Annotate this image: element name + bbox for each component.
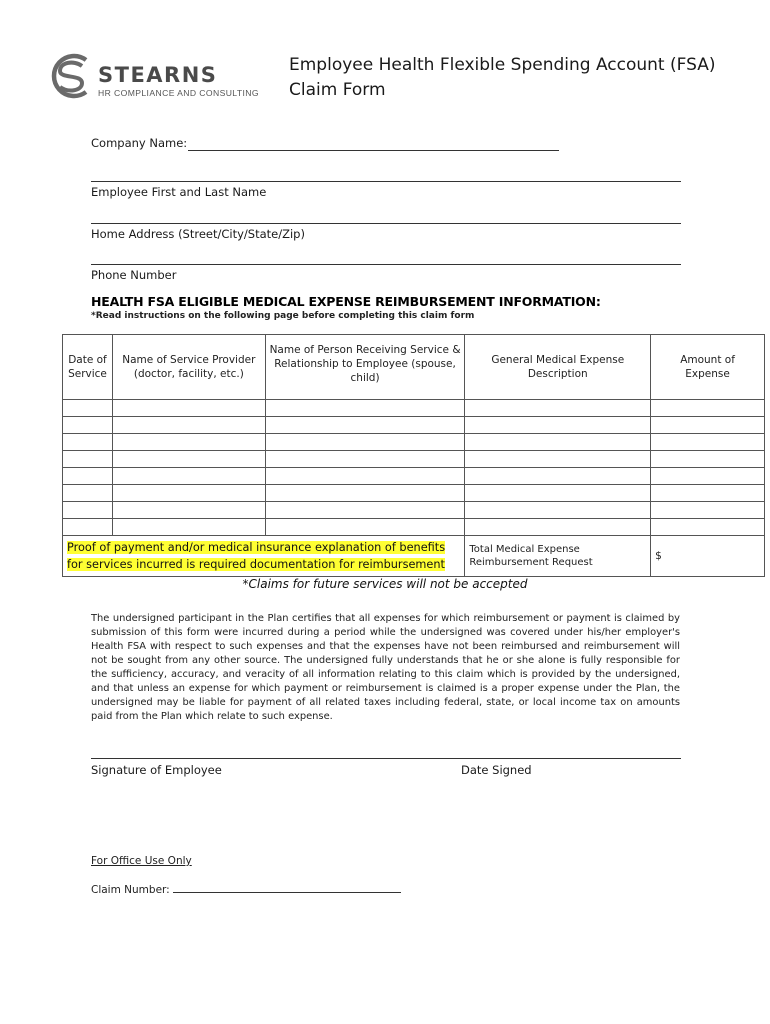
provider-cell[interactable] (112, 451, 265, 468)
proof-line-2: for services incurred is required documentation for reimbursement (67, 558, 445, 571)
amount-cell[interactable] (651, 485, 765, 502)
date-cell[interactable] (63, 502, 113, 519)
amount-cell[interactable] (651, 502, 765, 519)
date-cell[interactable] (63, 417, 113, 434)
company-name-field[interactable] (188, 150, 559, 151)
description-cell[interactable] (465, 451, 651, 468)
total-amount-field[interactable] (651, 536, 765, 577)
person-cell[interactable] (265, 485, 465, 502)
home-address-label: Home Address (Street/City/State/Zip) (91, 227, 305, 241)
person-cell[interactable] (265, 519, 465, 536)
provider-cell[interactable] (112, 485, 265, 502)
amount-cell[interactable] (651, 451, 765, 468)
expense-table (62, 334, 765, 577)
claim-number-field[interactable] (173, 882, 401, 893)
employee-name-label: Employee First and Last Name (91, 185, 267, 199)
table-footer-row (63, 536, 765, 577)
person-cell[interactable] (265, 400, 465, 417)
claim-number-row (91, 882, 401, 896)
date-signed-label: Date Signed (461, 763, 532, 777)
stearns-s-mark-icon (46, 52, 96, 100)
person-cell[interactable] (265, 451, 465, 468)
description-cell[interactable] (465, 502, 651, 519)
signature-line[interactable] (91, 758, 681, 759)
currency-symbol: $ (655, 550, 662, 562)
col-header-provider: Name of Service Provider (doctor, facility, etc.) (112, 335, 265, 400)
divider (91, 181, 681, 182)
description-cell[interactable] (465, 417, 651, 434)
logo-brand-text: STEARNS (98, 63, 218, 87)
table-row (63, 519, 765, 536)
description-cell[interactable] (465, 468, 651, 485)
amount-cell[interactable] (651, 468, 765, 485)
future-services-notice: *Claims for future services will not be accepted (242, 577, 528, 591)
provider-cell[interactable] (112, 400, 265, 417)
provider-cell[interactable] (112, 417, 265, 434)
person-cell[interactable] (265, 468, 465, 485)
proof-of-payment-note (63, 536, 465, 577)
provider-cell[interactable] (112, 502, 265, 519)
company-name-label: Company Name: (91, 136, 188, 150)
date-cell[interactable] (63, 485, 113, 502)
proof-line-1: Proof of payment and/or medical insurance explanation of benefits (67, 541, 446, 554)
table-row (63, 485, 765, 502)
phone-number-label: Phone Number (91, 268, 177, 282)
provider-cell[interactable] (112, 434, 265, 451)
description-cell[interactable] (465, 519, 651, 536)
total-expense-label: Total Medical Expense Reimbursement Request (465, 536, 651, 577)
amount-cell[interactable] (651, 400, 765, 417)
certification-text: The undersigned participant in the Plan certifies that all expenses for which reimbursement or payment is claimed by submission of this form were incurred during a period while the undersigned was covered under his/her employer's Health FSA with respect to such expenses and that the expenses have not been reimbursed and reimbursement will not be sought from any other source. The undersigned fully understands that he or she alone is fully responsible for the sufficiency, accuracy, and veracity of all information relating to this claim which is provided by the undersigned, and that unless an expense for which payment or reimbursement is claimed is a proper expense under the Plan, the undersigned may be liable for payment of all related taxes including federal, state, or local income tax on amounts paid from the Plan which relate to such expense. (91, 613, 680, 722)
description-cell[interactable] (465, 434, 651, 451)
date-cell[interactable] (63, 434, 113, 451)
form-title (289, 53, 715, 103)
amount-cell[interactable] (651, 434, 765, 451)
col-header-description: General Medical Expense Description (465, 335, 651, 400)
person-cell[interactable] (265, 417, 465, 434)
date-cell[interactable] (63, 519, 113, 536)
stearns-logo (46, 52, 259, 100)
col-header-person: Name of Person Receiving Service & Relationship to Employee (spouse, child) (265, 335, 465, 400)
col-header-date: Date of Service (63, 335, 113, 400)
table-row (63, 468, 765, 485)
provider-cell[interactable] (112, 519, 265, 536)
claim-number-label: Claim Number: (91, 884, 170, 896)
person-cell[interactable] (265, 502, 465, 519)
table-row (63, 502, 765, 519)
form-title-line1: Employee Health Flexible Spending Account (FSA) (289, 55, 716, 75)
provider-cell[interactable] (112, 468, 265, 485)
signature-label: Signature of Employee (91, 763, 222, 777)
table-row (63, 400, 765, 417)
amount-cell[interactable] (651, 519, 765, 536)
section-heading: HEALTH FSA ELIGIBLE MEDICAL EXPENSE REIMBURSEMENT INFORMATION: (91, 294, 601, 309)
amount-cell[interactable] (651, 417, 765, 434)
date-cell[interactable] (63, 468, 113, 485)
date-cell[interactable] (63, 400, 113, 417)
home-address-field[interactable] (91, 264, 681, 265)
office-use-heading: For Office Use Only (91, 855, 192, 867)
date-cell[interactable] (63, 451, 113, 468)
person-cell[interactable] (265, 434, 465, 451)
col-header-amount: Amount of Expense (651, 335, 765, 400)
table-row (63, 451, 765, 468)
table-row (63, 417, 765, 434)
table-row (63, 434, 765, 451)
description-cell[interactable] (465, 400, 651, 417)
form-title-line2: Claim Form (289, 80, 386, 100)
table-header-row (63, 335, 765, 400)
logo-tagline: HR COMPLIANCE AND CONSULTING (98, 88, 259, 98)
employee-name-field[interactable] (91, 223, 681, 224)
description-cell[interactable] (465, 485, 651, 502)
section-note: *Read instructions on the following page before completing this claim form (91, 311, 475, 321)
